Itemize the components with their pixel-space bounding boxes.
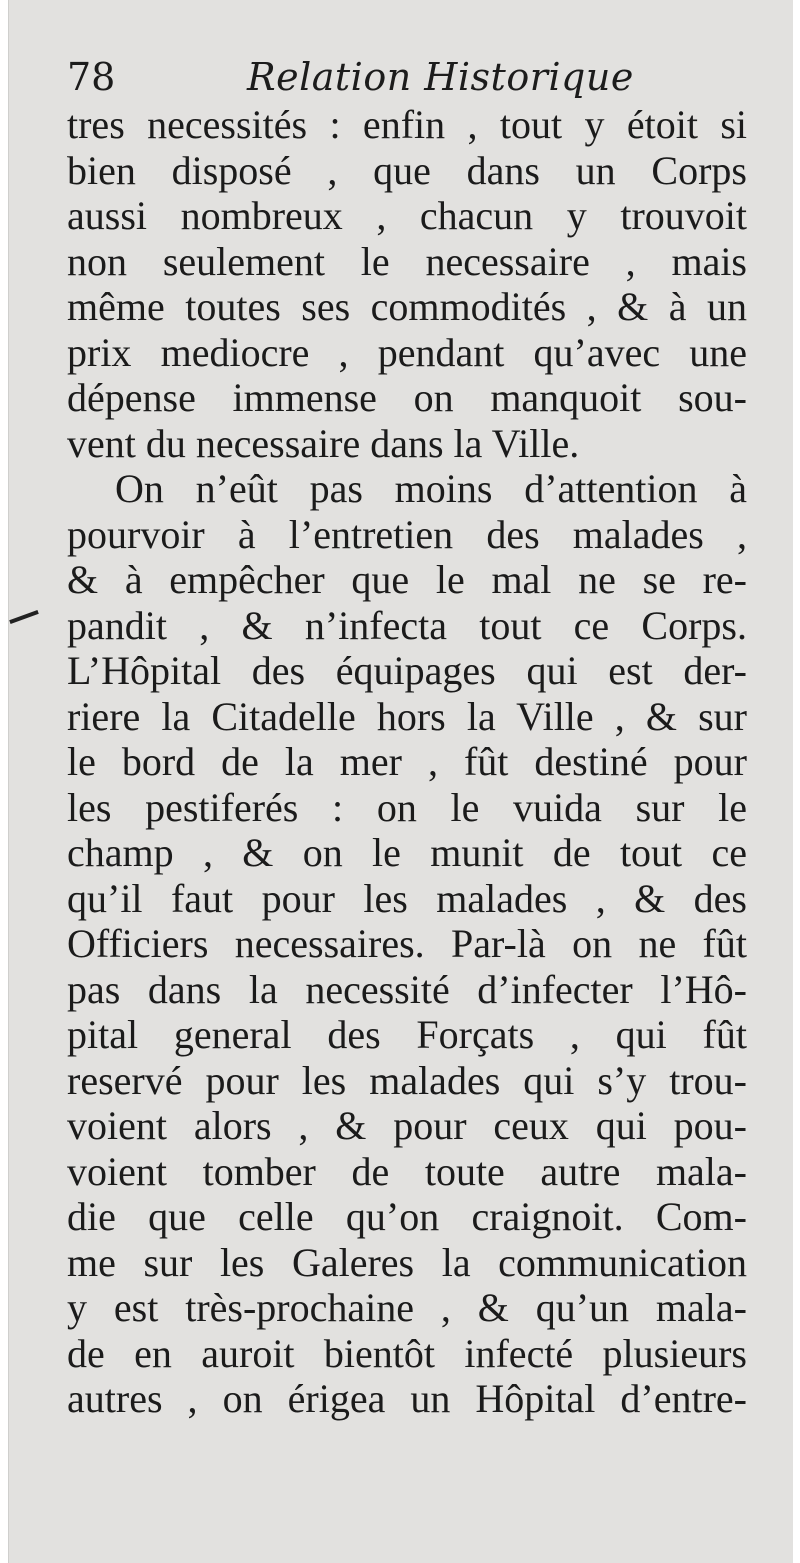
text-line: voient alors , & pour ceux qui pou-	[67, 1103, 747, 1148]
text-line: de en auroit bientôt infecté plusieurs	[67, 1330, 747, 1376]
text-line: pital general des Forçats , qui fût	[67, 1012, 747, 1057]
text-line: champ , & on le munit de tout ce	[67, 830, 747, 875]
paragraph-1	[67, 102, 747, 466]
body-text	[67, 102, 747, 1422]
text-line: Officiers necessaires. Par-là on ne fût	[67, 921, 747, 966]
text-line: aussi nombreux , chacun y trouvoit	[67, 193, 747, 238]
text-line: pas dans la necessité d’infecter l’Hô-	[67, 966, 747, 1012]
text-line: reservé pour les malades qui s’y trou-	[67, 1057, 747, 1103]
text-line: y est très-prochaine , & qu’un mala-	[67, 1285, 747, 1330]
text-line: riere la Citadelle hors la Ville , & sur	[67, 693, 747, 739]
text-line: même toutes ses commodités , & à un	[67, 284, 747, 329]
text-line: non seulement le necessaire , mais	[67, 238, 747, 284]
text-line: voient tomber de toute autre mala-	[67, 1148, 747, 1194]
book-page	[8, 0, 793, 1563]
text-line: autres , on érigea un Hôpital d’entre-	[67, 1376, 747, 1421]
running-title: Relation Historique	[247, 55, 634, 99]
text-line: L’Hôpital des équipages qui est der-	[67, 648, 747, 693]
text-line: qu’il faut pour les malades , & des	[67, 875, 747, 921]
text-line: prix mediocre , pendant qu’avec une	[67, 329, 747, 375]
text-line: dépense immense on manquoit sou-	[67, 375, 747, 420]
text-line: les pestiferés : on le vuida sur le	[67, 784, 747, 830]
text-line: & à empêcher que le mal ne se re-	[67, 557, 747, 602]
text-line: me sur les Galeres la communication	[67, 1239, 747, 1285]
margin-mark	[9, 610, 39, 624]
page-header	[67, 52, 757, 102]
text-line: tres necessités : enfin , tout y étoit si	[67, 102, 747, 147]
text-line: pandit , & n’infecta tout ce Corps.	[67, 602, 747, 648]
text-line: le bord de la mer , fût destiné pour	[67, 739, 747, 784]
text-line: die que celle qu’on craignoit. Com-	[67, 1194, 747, 1239]
page-number: 78	[67, 55, 116, 99]
text-line: vent du necessaire dans la Ville.	[67, 420, 580, 466]
text-line: On n’eût pas moins d’attention à	[115, 466, 747, 511]
paragraph-2	[67, 466, 747, 1422]
text-line: pourvoir à l’entretien des malades ,	[67, 511, 747, 557]
text-line: bien disposé , que dans un Corps	[67, 147, 747, 193]
